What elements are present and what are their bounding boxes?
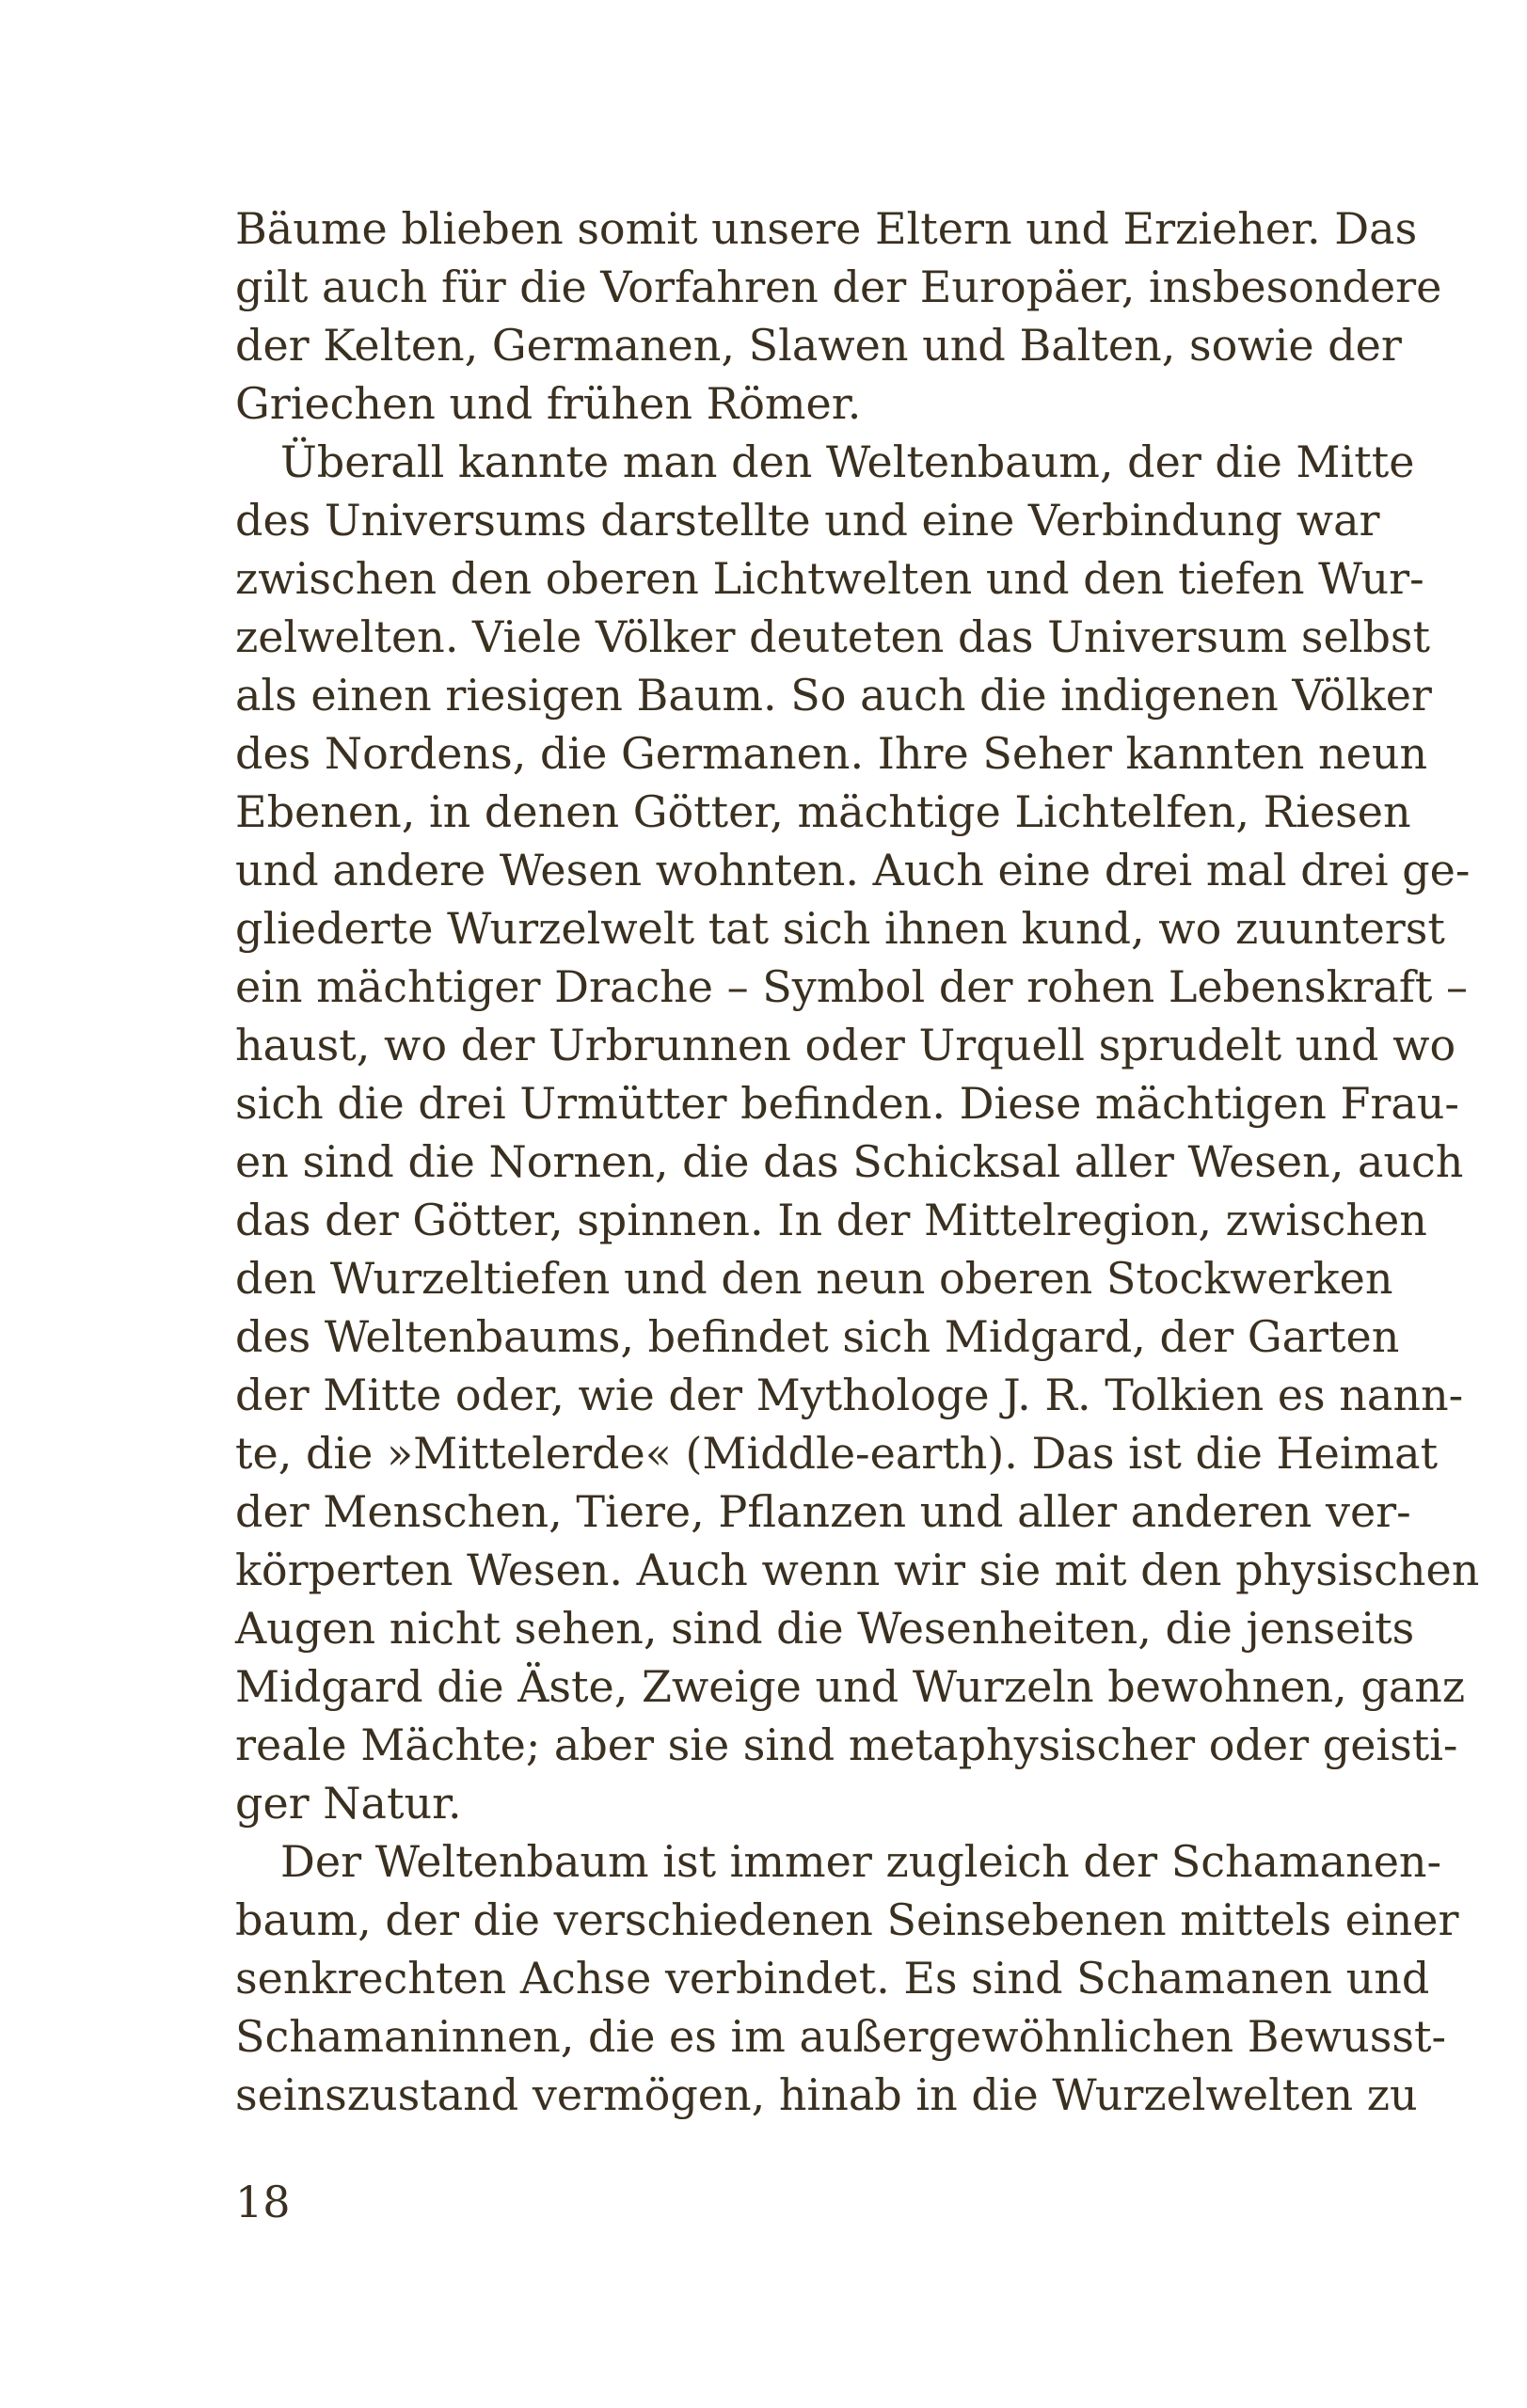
text-line: der Menschen, Tiere, Pflanzen und aller anderen ver- (235, 1486, 1411, 1537)
text-line: des Nordens, die Germanen. Ihre Seher kannten neun (235, 728, 1428, 779)
text-line: Augen nicht sehen, sind die Wesenheiten, die jenseits (235, 1603, 1415, 1654)
text-line: als einen riesigen Baum. So auch die indigenen Völker (235, 670, 1432, 721)
text-line: und andere Wesen wohnten. Auch eine drei mal drei ge- (235, 845, 1471, 895)
body-text (235, 199, 1480, 2124)
text-line: senkrechten Achse verbindet. Es sind Schamanen und (235, 1953, 1430, 2004)
text-line: Schamaninnen, die es im außergewöhnlichen Bewusst- (235, 2011, 1446, 2062)
text-line: das der Götter, spinnen. In der Mittelregion, zwischen (235, 1195, 1427, 1245)
text-line: gliederte Wurzelwelt tat sich ihnen kund, wo zuunterst (235, 903, 1445, 954)
text-line: ger Natur. (235, 1778, 462, 1829)
text-line: Überall kannte man den Weltenbaum, der die Mitte (280, 436, 1415, 487)
text-line: ein mächtiger Drache – Symbol der rohen Lebenskraft – (235, 961, 1468, 1012)
text-line: des Weltenbaums, befindet sich Midgard, der Garten (235, 1311, 1400, 1362)
text-line: körperten Wesen. Auch wenn wir sie mit den physischen (235, 1545, 1480, 1595)
text-line: sich die drei Urmütter befinden. Diese mächtigen Frau- (235, 1078, 1459, 1129)
text-line: baum, der die verschiedenen Seinsebenen mittels einer (235, 1894, 1459, 1945)
page-number: 18 (235, 2177, 291, 2227)
text-line: en sind die Nornen, die das Schicksal aller Wesen, auch (235, 1136, 1464, 1187)
text-line: der Mitte oder, wie der Mythologe J. R. Tolkien es nann- (235, 1370, 1464, 1420)
text-line: reale Mächte; aber sie sind metaphysischer oder geisti- (235, 1719, 1458, 1770)
text-line: zwischen den oberen Lichtwelten und den tiefen Wur- (235, 553, 1424, 604)
text-line: zelwelten. Viele Völker deuteten das Universum selbst (235, 611, 1430, 662)
text-line: der Kelten, Germanen, Slawen und Balten, sowie der (235, 320, 1402, 371)
text-line: den Wurzeltiefen und den neun oberen Stockwerken (235, 1253, 1393, 1304)
text-line: Midgard die Äste, Zweige und Wurzeln bewohnen, ganz (235, 1661, 1466, 1712)
text-line: Bäume blieben somit unsere Eltern und Erzieher. Das (235, 203, 1418, 254)
text-line: haust, wo der Urbrunnen oder Urquell sprudelt und wo (235, 1020, 1456, 1070)
text-line: des Universums darstellte und eine Verbindung war (235, 495, 1380, 546)
text-line: te, die »Mittelerde« (Middle-earth). Das ist die Heimat (235, 1428, 1439, 1479)
text-line: Der Weltenbaum ist immer zugleich der Schamanen- (280, 1836, 1442, 1887)
text-line: gilt auch für die Vorfahren der Europäer, insbesondere (235, 261, 1442, 312)
text-line: seinszustand vermögen, hinab in die Wurzelwelten zu (235, 2069, 1418, 2120)
text-line: Griechen und frühen Römer. (235, 378, 862, 429)
text-line: Ebenen, in denen Götter, mächtige Lichtelfen, Riesen (235, 786, 1411, 837)
